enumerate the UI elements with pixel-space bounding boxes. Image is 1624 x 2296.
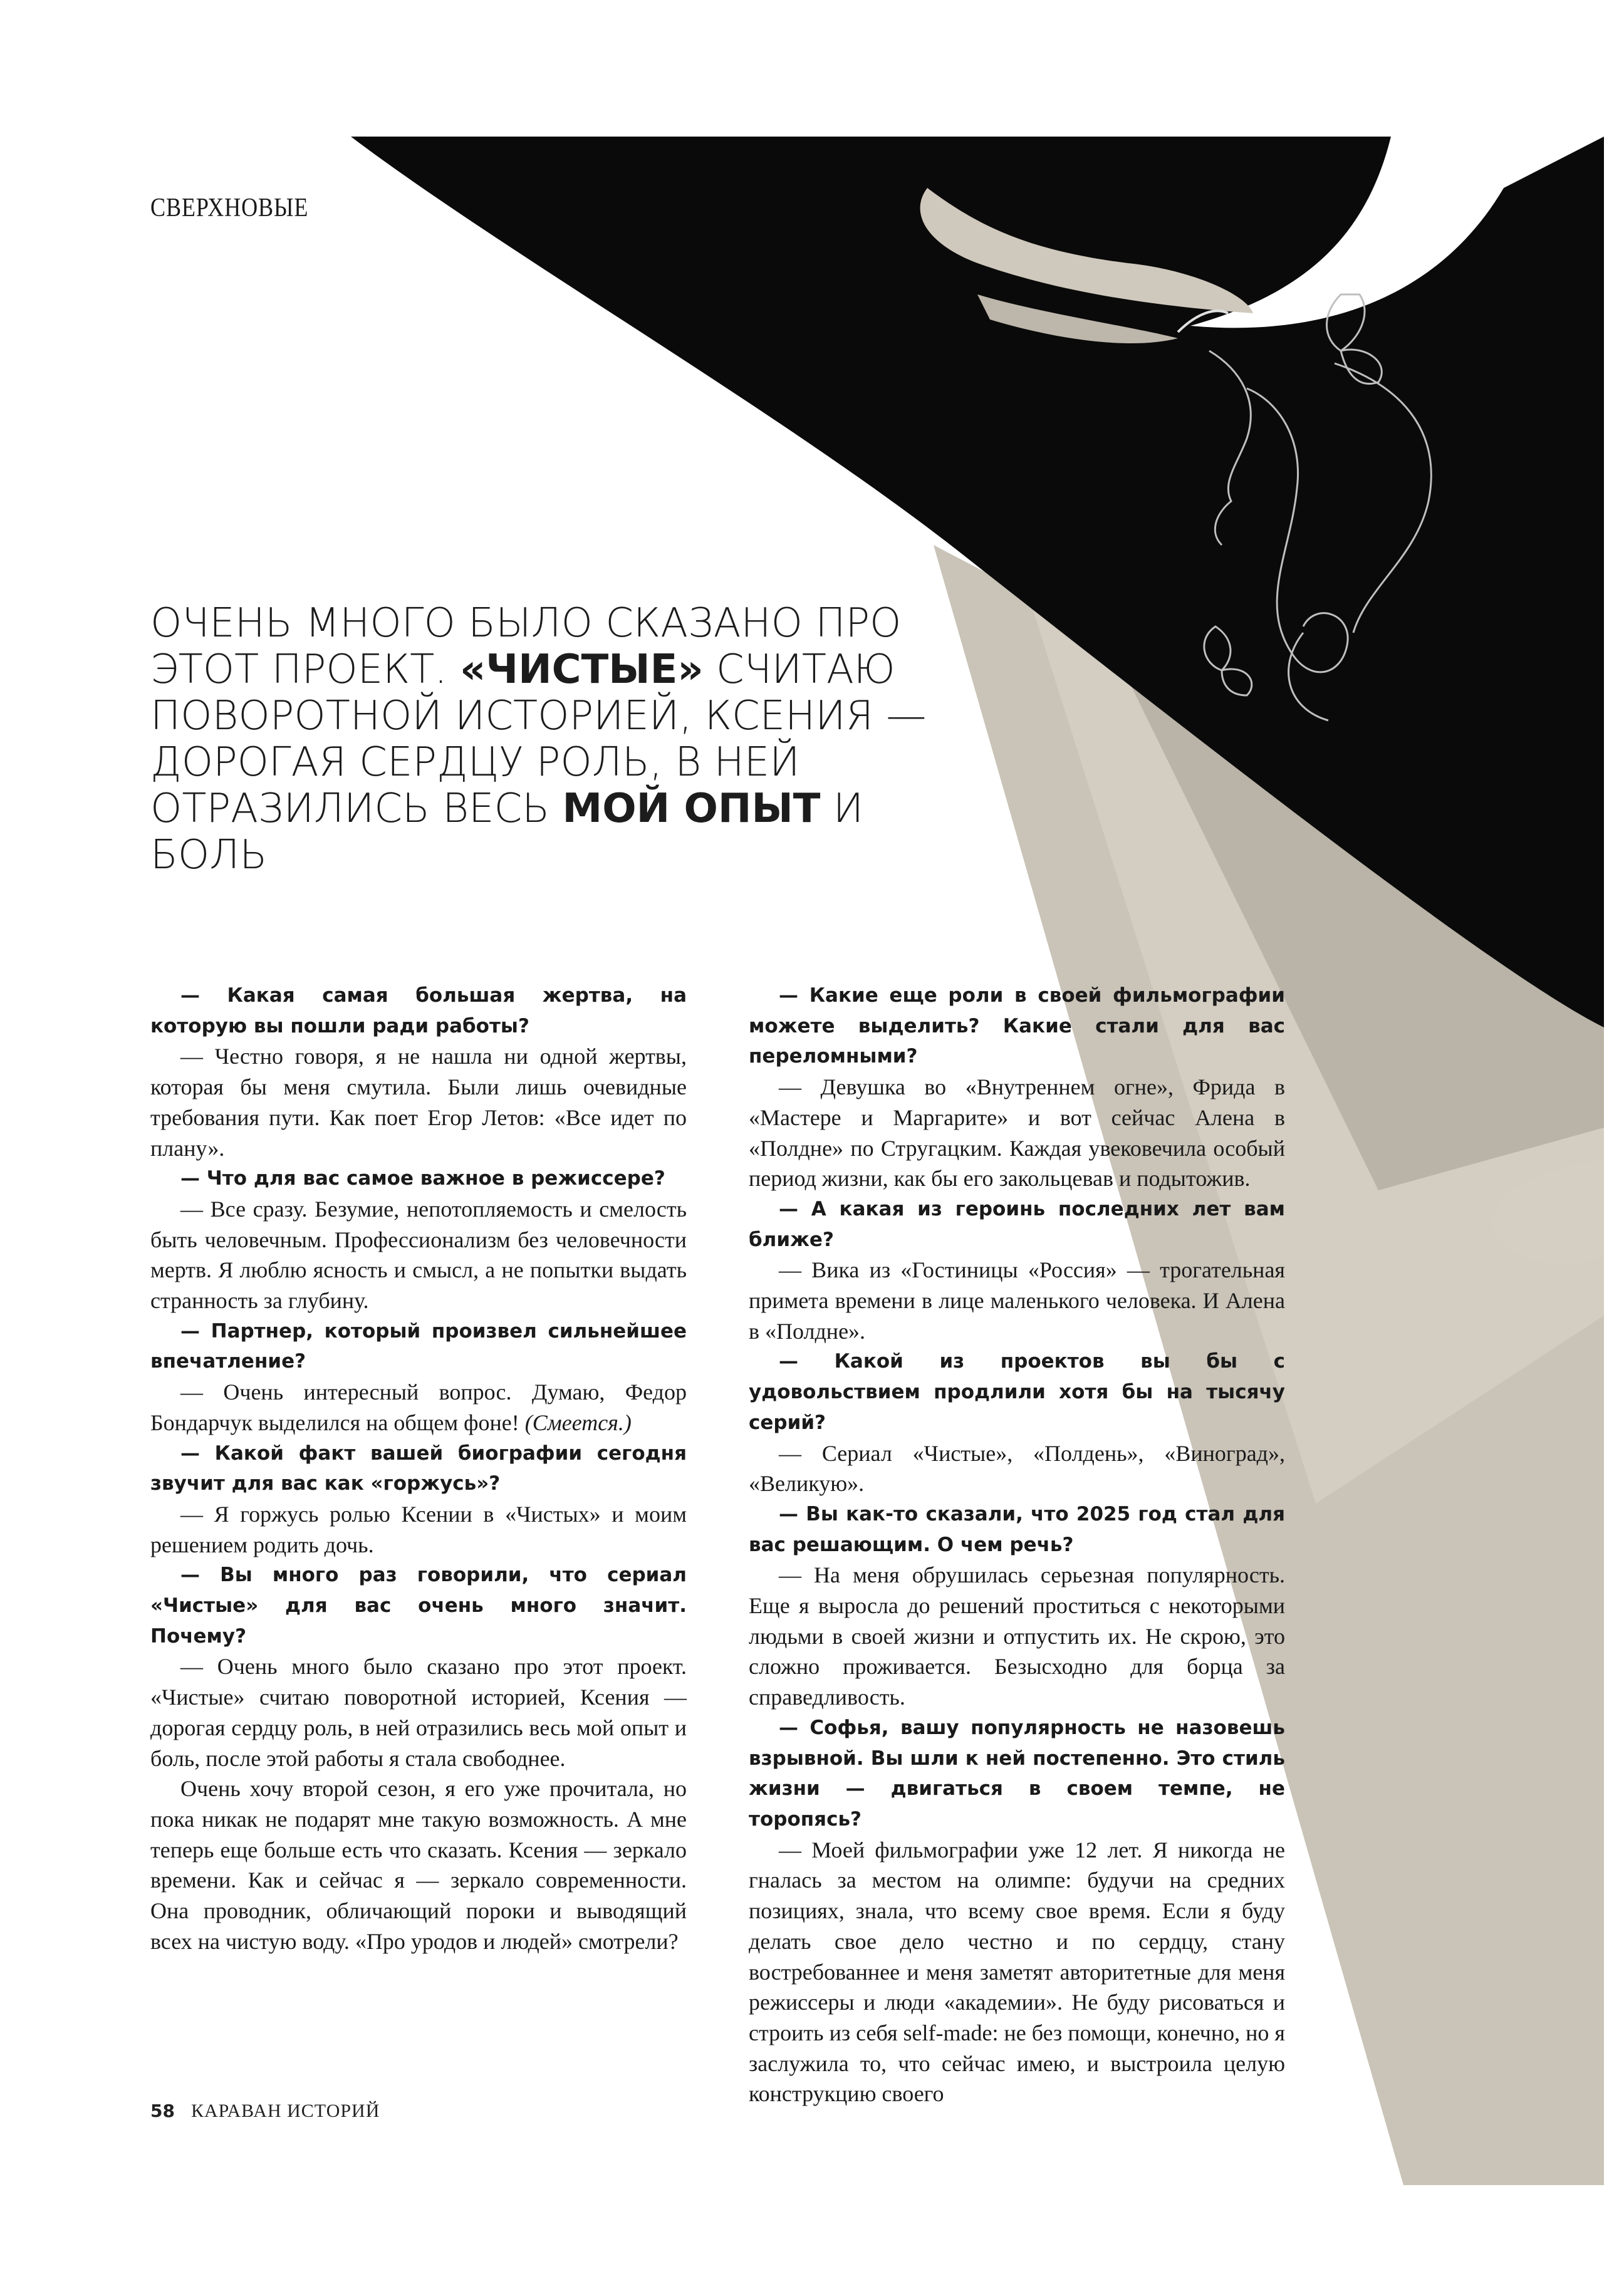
interview-answer: — Девушка во «Внутреннем огне», Фрида в «Мастере и Маргарите» и вот сейчас Алена в «Полдне» по Стругацким. Каждая увековечила особый период жизни, как бы его закольцевав и подытожив.: [749, 1074, 1285, 1192]
pull-quote-headline: [150, 600, 965, 878]
headline-bold: «ЧИСТЫЕ»: [460, 647, 704, 693]
interview-question: — Какие еще роли в своей фильмографии можете выделить? Какие стали для вас переломными?: [749, 984, 1285, 1068]
interview-question: — Какой факт вашей биографии сегодня звучит для вас как «горжусь»?: [150, 1441, 687, 1495]
interview-question: — А какая из героинь последних лет вам ближе?: [749, 1197, 1285, 1251]
headline-bold: МОЙ ОПЫТ: [562, 786, 821, 832]
interview-answer: — Все сразу. Безумие, непотопляемость и смелость быть человечным. Профессионализм без человечности мертв. Я люблю ясность и смысл, а не попытки выдать странность за глубину.: [150, 1196, 687, 1314]
answer-italic-note: (Смеется.): [519, 1410, 632, 1435]
interview-question: — Софья, вашу популярность не назовешь взрывной. Вы шли к ней постепенно. Это стиль жизни — двигаться в своем темпе, не торопясь?: [749, 1716, 1285, 1831]
interview-question: — Какой из проектов вы бы с удовольствием продлили хотя бы на тысячу серий?: [749, 1350, 1285, 1434]
interview-question: — Вы как-то сказали, что 2025 год стал для вас решающим. О чем речь?: [749, 1502, 1285, 1556]
page-footer: [150, 2101, 380, 2122]
interview-answer: — На меня обрушилась серьезная популярность. Еще я выросла до решений проститься с некоторыми людьми в своей жизни и отпустить их. Не скрою, это сложно проживается. Безысходно для борца за справедливость.: [749, 1562, 1285, 1710]
interview-answer: Очень хочу второй сезон, я его уже прочитала, но пока никак не подарят мне такую возможность. А мне теперь еще больше есть что сказать. Ксения — зеркало времени. Как и сейчас я — зеркало современности. Она проводник, обличающий пороки и выводящий всех на чистую воду. «Про уродов и людей» смотрели?: [150, 1776, 687, 1954]
interview-answer: — Я горжусь ролью Ксении в «Чистых» и моим решением родить дочь.: [150, 1501, 687, 1557]
magazine-name: КАРАВАН ИСТОРИЙ: [190, 2101, 380, 2121]
article-column-right: [749, 980, 1285, 2109]
headline-part: СЧИТАЮ ПОВОРОТНОЙ ИСТОРИЕЙ, КСЕНИЯ — ДОРОГАЯ СЕРДЦУ РОЛЬ, В НЕЙ ОТРАЗИЛИСЬ ВЕСЬ: [150, 647, 927, 832]
interview-question: — Вы много раз говорили, что сериал «Чистые» для вас очень много значит. Почему?: [150, 1564, 687, 1648]
answer-text: — Очень интересный вопрос. Думаю, Федор Бондарчук выделился на общем фоне!: [150, 1379, 687, 1435]
section-label: СВЕРХНОВЫЕ: [150, 194, 309, 222]
interview-question: — Какая самая большая жертва, на которую вы пошли ради работы?: [150, 984, 687, 1037]
interview-question: — Партнер, который произвел сильнейшее впечатление?: [150, 1319, 687, 1373]
interview-answer: — Честно говоря, я не нашла ни одной жертвы, которая бы меня смутила. Были лишь очевидные требования пути. Как поет Егор Летов: «Все идет по плану».: [150, 1044, 687, 1161]
interview-answer: — Вика из «Гостиницы «Россия» — трогательная примета времени в лице маленького человека. И Алена в «Полдне».: [749, 1257, 1285, 1344]
interview-answer: — Моей фильмографии уже 12 лет. Я никогда не гналась за местом на олимпе: будучи на средних позициях, знала, что всему свое время. Если я буду делать свое дело честно и по сердцу, стану востребованнее и меня заметят авторитетные для меня режиссеры и люди «академии». Не буду рисоваться и строить из себя self-made: не без помощи, конечно, но я заслужила то, что сейчас имею, и выстроила целую конструкцию своего: [749, 1837, 1285, 2107]
interview-answer: — Сериал «Чистые», «Полдень», «Виноград», «Великую».: [749, 1440, 1285, 1497]
interview-answer: [150, 1377, 687, 1438]
interview-answer: — Очень много было сказано про этот проект. «Чистые» считаю поворотной историей, Ксения — дорогая сердцу роль, в ней отразились весь мой опыт и боль, после этой работы я стала свободнее.: [150, 1654, 687, 1771]
headline-part: И БОЛЬ: [150, 786, 864, 878]
page-number: 58: [150, 2101, 175, 2121]
interview-question: — Что для вас самое важное в режиссере?: [180, 1167, 665, 1190]
article-column-left: [150, 980, 687, 1957]
headline-part: ОЧЕНЬ МНОГО БЫЛО СКАЗАНО ПРО ЭТОТ ПРОЕКТ.: [150, 600, 902, 693]
